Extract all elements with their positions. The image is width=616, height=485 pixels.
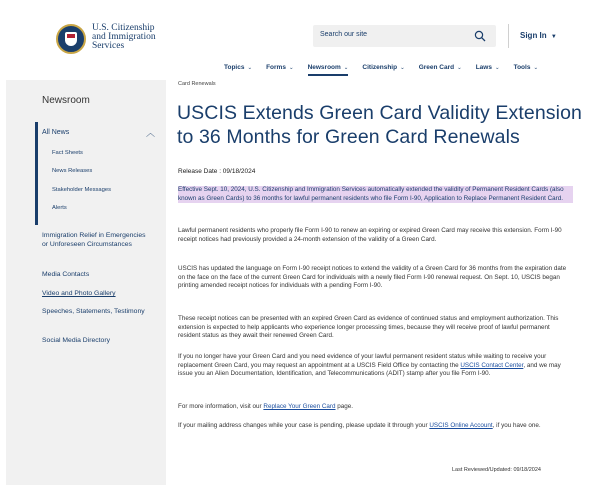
paragraph-6-text-end: , if you have one. [492, 422, 541, 429]
nav-label: Topics [224, 64, 245, 71]
paragraph-4 [178, 353, 573, 379]
sidebar-item-alerts[interactable]: Alerts [52, 205, 67, 211]
sidebar-item-fact-sheets[interactable]: Fact Sheets [52, 150, 83, 156]
sidebar-item-all-news[interactable]: All News [42, 129, 70, 136]
site-header [0, 0, 616, 80]
uscis-online-account-link[interactable]: USCIS Online Account [429, 422, 493, 429]
paragraph-6 [178, 422, 573, 431]
sidebar-title: Newsroom [42, 95, 90, 106]
main-nav [224, 64, 552, 71]
paragraph-5-text: For more information, visit our [178, 403, 264, 410]
sidebar-item-video-photo-gallery[interactable]: Video and Photo Gallery [42, 290, 116, 297]
nav-forms[interactable] [266, 64, 293, 71]
nav-citizenship[interactable] [362, 64, 404, 71]
highlight-paragraph: Effective Sept. 10, 2024, U.S. Citizenship and Immigration Services automatically extended the validity of Permanent Resident Cards (also known as Green Cards) to 36 months for lawful permanent residents who file Form I-90, Application to Replace Permanent Resident Card. [178, 186, 573, 203]
nav-label: Forms [266, 64, 286, 71]
sign-in-label: Sign In [520, 31, 547, 40]
search-placeholder: Search our site [320, 31, 368, 38]
chevron-down-icon: ⌄ [533, 65, 539, 71]
paragraph-4-text-end: , and we may issue you an Alien Documentation, Identification, and Telecommunications (ADIT) stamp after you file Form I-90. [178, 361, 561, 377]
search-input[interactable] [313, 25, 496, 47]
sidebar-item-immigration-relief[interactable]: Immigration Relief in Emergencies or Unforeseen Circumstances [42, 232, 146, 248]
chevron-down-icon: ⌄ [457, 65, 462, 71]
breadcrumb[interactable]: Card Renewals [178, 81, 216, 87]
chevron-down-icon: ⌄ [247, 65, 253, 71]
logo-line-3: Services [92, 41, 125, 51]
nav-topics[interactable] [224, 64, 252, 71]
chevron-down-icon: ⌄ [494, 65, 500, 71]
nav-label: Citizenship [362, 64, 398, 71]
sidebar-item-media-contacts[interactable]: Media Contacts [42, 271, 90, 278]
chevron-down-icon: ⌄ [400, 65, 405, 71]
chevron-down-icon: ⌄ [288, 65, 294, 71]
nav-label: Green Card [418, 64, 455, 71]
paragraph-2: USCIS has updated the language on Form I-90 receipt notices to extend the validity of a Green Card for 36 months from the expiration date on the face on the face of the current Green Card for individuals with a newly filed Form I-90 renewal request. On Sept. 10, USCIS began printing amended receipt notices for individuals with a pending Form I-90. [178, 265, 567, 289]
nav-label: Tools [513, 64, 531, 71]
paragraph-1: Lawful permanent residents who properly file Form I-90 to renew an expiring or expired Green Card may receive this extension. Form I-90 receipt notices had previously provided a 24-month extension of the validity of a Green Card. [178, 227, 562, 243]
sidebar-item-speeches[interactable]: Speeches, Statements, Testimony [42, 308, 145, 315]
logo-line-1: U.S. Citizenship [92, 23, 155, 33]
replace-green-card-link[interactable]: Replace Your Green Card [263, 403, 336, 410]
nav-label: Laws [475, 64, 492, 71]
dhs-seal-icon [56, 24, 86, 54]
nav-newsroom[interactable] [308, 64, 349, 71]
sidebar-item-news-releases[interactable]: News Releases [52, 168, 93, 174]
chevron-down-icon: ⌄ [343, 65, 349, 71]
sidebar-active-indicator [35, 122, 38, 225]
paragraph-5 [178, 403, 573, 412]
release-date: Release Date : 09/18/2024 [178, 168, 256, 175]
page-title: USCIS Extends Green Card Validity Extension to 36 Months for Green Card Renewals [177, 102, 582, 148]
sidebar-item-social-media[interactable]: Social Media Directory [42, 337, 110, 344]
paragraph-5-text-end: page. [335, 403, 354, 410]
nav-tools[interactable] [514, 64, 538, 71]
search-icon[interactable] [474, 30, 486, 42]
uscis-logo[interactable] [56, 24, 156, 54]
last-reviewed: Last Reviewed/Updated: 09/18/2024 [452, 467, 541, 473]
header-divider [508, 24, 509, 48]
paragraph-4-text: If you no longer have your Green Card and you need evidence of your lawful permanent resident status while waiting to receive your replacement Green Card, you may request an appointment at a USCIS Field Office by contacting the [178, 353, 547, 369]
chevron-up-icon[interactable]: ︿ [146, 128, 156, 138]
sign-in-button[interactable] [520, 31, 557, 40]
nav-laws[interactable] [476, 64, 500, 71]
chevron-down-icon: ▼ [550, 34, 557, 40]
nav-green-card[interactable] [419, 64, 462, 71]
sidebar-item-stakeholder-messages[interactable]: Stakeholder Messages [52, 187, 111, 193]
paragraph-6-text: If your mailing address changes while your case is pending, please update it through your [178, 422, 430, 429]
uscis-contact-center-link[interactable]: USCIS Contact Center [460, 361, 524, 369]
logo-text [92, 24, 156, 51]
logo-line-2: and Immigration [92, 32, 156, 42]
sidebar [6, 80, 166, 485]
paragraph-3: These receipt notices can be presented with an expired Green Card as evidence of continued status and employment authorization. This extension is expected to help applicants who experience longer processing times, because they will receive proof of lawful permanent resident status as they await their renewed Green Card. [178, 315, 559, 339]
nav-label: Newsroom [307, 64, 341, 71]
